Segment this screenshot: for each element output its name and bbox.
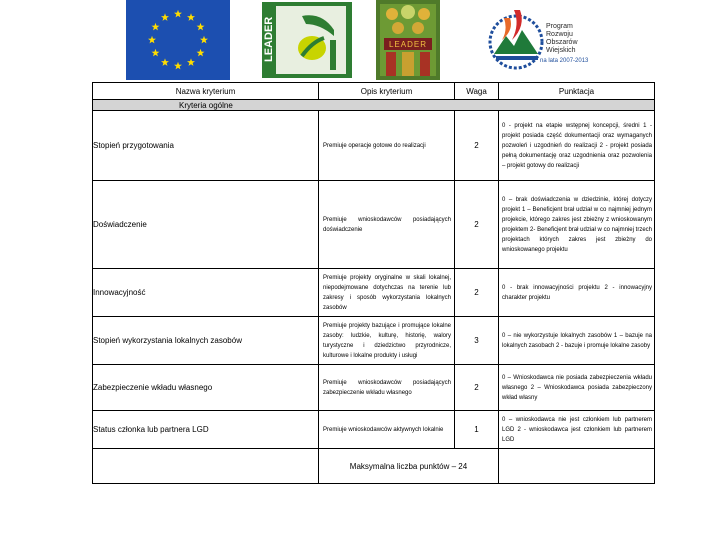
criterion-name: Stopień wykorzystania lokalnych zasobów: [93, 317, 319, 365]
criterion-points: 0 – wnioskodawca nie jest członkiem lub partnerem LGD 2 - wnioskodawca jest członkiem lub partnerem LGD: [499, 411, 655, 449]
criterion-name: Doświadczenie: [93, 181, 319, 269]
table-row: [93, 181, 655, 269]
table-row: [93, 269, 655, 317]
prow-line3: Obszarów: [546, 39, 578, 46]
criterion-description: Premiuje wnioskodawców aktywnych lokalnie: [319, 411, 455, 449]
criterion-points: 0 – nie wykorzystuje lokalnych zasobów 1 – bazuje na lokalnych zasobach 2 - bazuje i promuje lokalne zasoby: [499, 317, 655, 365]
criterion-description: Premiuje projekty oryginalne w skali lokalnej, niepodejmowane dotychczas na terenie lub zakresy i sposób wykorzystania lokalnych zasobów: [319, 269, 455, 317]
leader-local-logo: [376, 0, 440, 80]
criterion-weight: 2: [455, 365, 499, 411]
leader-logo-text: LEADER: [263, 16, 275, 62]
footer-empty-cell: [499, 449, 655, 484]
criterion-description: Premiuje operacje gotowe do realizacji: [319, 111, 455, 181]
footer-row: [93, 449, 655, 484]
prow-years: na lata 2007-2013: [540, 58, 589, 64]
criteria-table: [92, 82, 655, 484]
criterion-weight: 2: [455, 111, 499, 181]
criterion-points: 0 – brak doświadczenia w dziedzinie, której dotyczy projekt 1 – Beneficjent brał udział w co najmniej jednym projekcie, którego zakres jest zbieżny z wnioskowanym projektem 2- Beneficjent brał udział w co najmniej trzech projektach których zakres jest zbieżny do wnioskowanego projektu: [499, 181, 655, 269]
criterion-name: Stopień przygotowania: [93, 111, 319, 181]
section-row: [93, 100, 655, 111]
table-row: [93, 411, 655, 449]
leader-local-logo-text: LEADER: [388, 40, 428, 49]
criterion-description: Premiuje projekty bazujące i promujące lokalne zasoby: ludzkie, kulturę, historię, walory turystyczne i dziedzictwo przyrodnicze, kulturowe i lokalne produkty i usługi: [319, 317, 455, 365]
prow-logo: [480, 0, 600, 80]
criterion-name: Innowacyjność: [93, 269, 319, 317]
prow-line1: Program: [546, 23, 573, 30]
section-title: Kryteria ogólne: [93, 100, 655, 111]
criterion-points: 0 – Wnioskodawca nie posiada zabezpieczenia wkładu własnego 2 – Wnioskodawca posiada zabezpieczony wkład własny: [499, 365, 655, 411]
table-row: [93, 317, 655, 365]
header-points: Punktacja: [499, 83, 655, 100]
criterion-weight: 2: [455, 269, 499, 317]
max-points-total: Maksymalna liczba punktów – 24: [319, 449, 499, 484]
table-row: [93, 111, 655, 181]
leader-logo: [262, 2, 352, 78]
logo-bar: [0, 0, 720, 82]
criterion-weight: 2: [455, 181, 499, 269]
criterion-description: Premiuje wnioskodawców posiadających zabezpieczenie wkładu własnego: [319, 365, 455, 411]
criterion-points: 0 - projekt na etapie wstępnej koncepcji, średni 1 - projekt posiada część dokumentacji oraz wymaganych pozwoleń i uzgodnień do realizacji 2 - projekt posiada pełną dokumentację oraz uzgodnienia oraz pozwolenia – projekt gotowy do realizacji: [499, 111, 655, 181]
header-description: Opis kryterium: [319, 83, 455, 100]
criterion-points: 0 - brak innowacyjności projektu 2 - innowacyjny charakter projektu: [499, 269, 655, 317]
criterion-description: Premiuje wnioskodawców posiadających doświadczenie: [319, 181, 455, 269]
prow-line4: Wiejskich: [546, 47, 576, 54]
criterion-name: Status członka lub partnera LGD: [93, 411, 319, 449]
table-header-row: [93, 83, 655, 100]
table-row: [93, 365, 655, 411]
criterion-weight: 1: [455, 411, 499, 449]
footer-empty-cell: [93, 449, 319, 484]
prow-line2: Rozwoju: [546, 31, 573, 38]
eu-flag-logo: [126, 0, 230, 80]
criterion-weight: 3: [455, 317, 499, 365]
header-name: Nazwa kryterium: [93, 83, 319, 100]
criterion-name: Zabezpieczenie wkładu własnego: [93, 365, 319, 411]
header-weight: Waga: [455, 83, 499, 100]
